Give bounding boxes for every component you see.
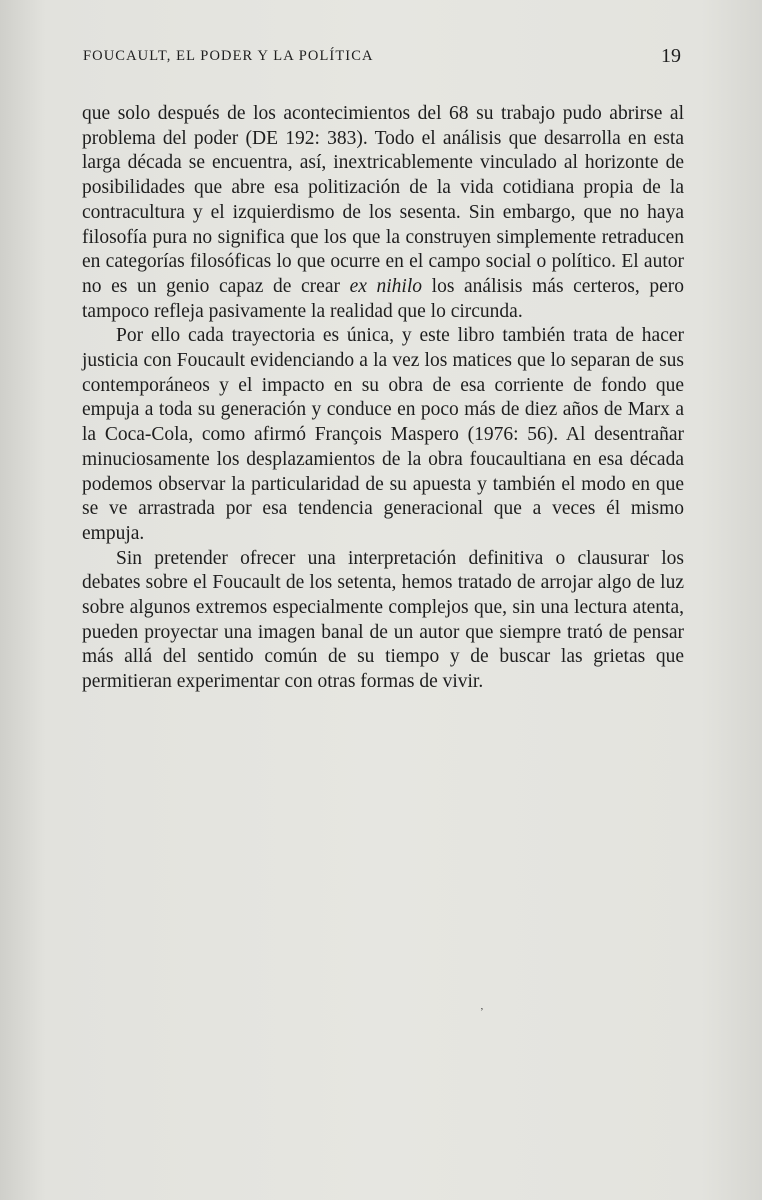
running-head [83, 45, 681, 70]
paragraph-3: Sin pretender ofrecer una interpretación definitiva o clausurar los debates sobre el Foucault de los setenta, hemos tratado de arrojar algo de luz sobre algunos extremos especialmente complejos que, sin una lectura atenta, pueden proyectar una imagen banal de un autor que siempre trató de pensar más allá del sentido común de su tiempo y de buscar las grietas que permitieran experimentar con otras formas de vivir. [82, 547, 684, 693]
running-head-title: FOUCAULT, EL PODER Y LA POLÍTICA [83, 48, 374, 64]
stray-mark: ʼ [480, 1006, 484, 1018]
body-text [82, 102, 684, 695]
paragraph-2: Por ello cada trayectoria es única, y este libro también trata de hacer justicia con Foucault evidenciando a la vez los matices que lo separan de sus contemporáneos y el impacto en su obra de esa corriente de fondo que empuja a toda su generación y conduce en poco más de diez años de Marx a la Coca-Cola, como afirmó François Maspero (1976: 56). Al desentrañar minuciosamente los desplazamientos de la obra foucaultiana en esa década podemos observar la particularidad de su apuesta y también el modo en que se ve arrastrada por esa tendencia generacional que a veces él mismo empuja. [82, 325, 684, 544]
page-number: 19 [661, 45, 681, 67]
paragraph-1 [82, 102, 684, 324]
italic-term: ex nihilo [349, 275, 423, 297]
paragraph-1-text-start: que solo después de los acontecimientos del 68 su trabajo pudo abrirse al problema del poder (DE 192: 383). Todo el análisis que desarrolla en esta larga década se encuentra, así, inextricablemente vinculado al horizonte de posibilidades que abre esa politización de la vida cotidiana propia de la contracultura y el izquierdismo de los sesenta. Sin embargo, que no haya filosofía pura no significa que los que la construyen simplemente retraducen en categorías filosóficas lo que ocurre en el campo social o político. El autor no es un genio capaz de crear [82, 103, 684, 297]
paragraph-1-text-end: los análisis más certeros, pero tampoco refleja pasivamente la realidad que lo circunda. [82, 275, 684, 322]
